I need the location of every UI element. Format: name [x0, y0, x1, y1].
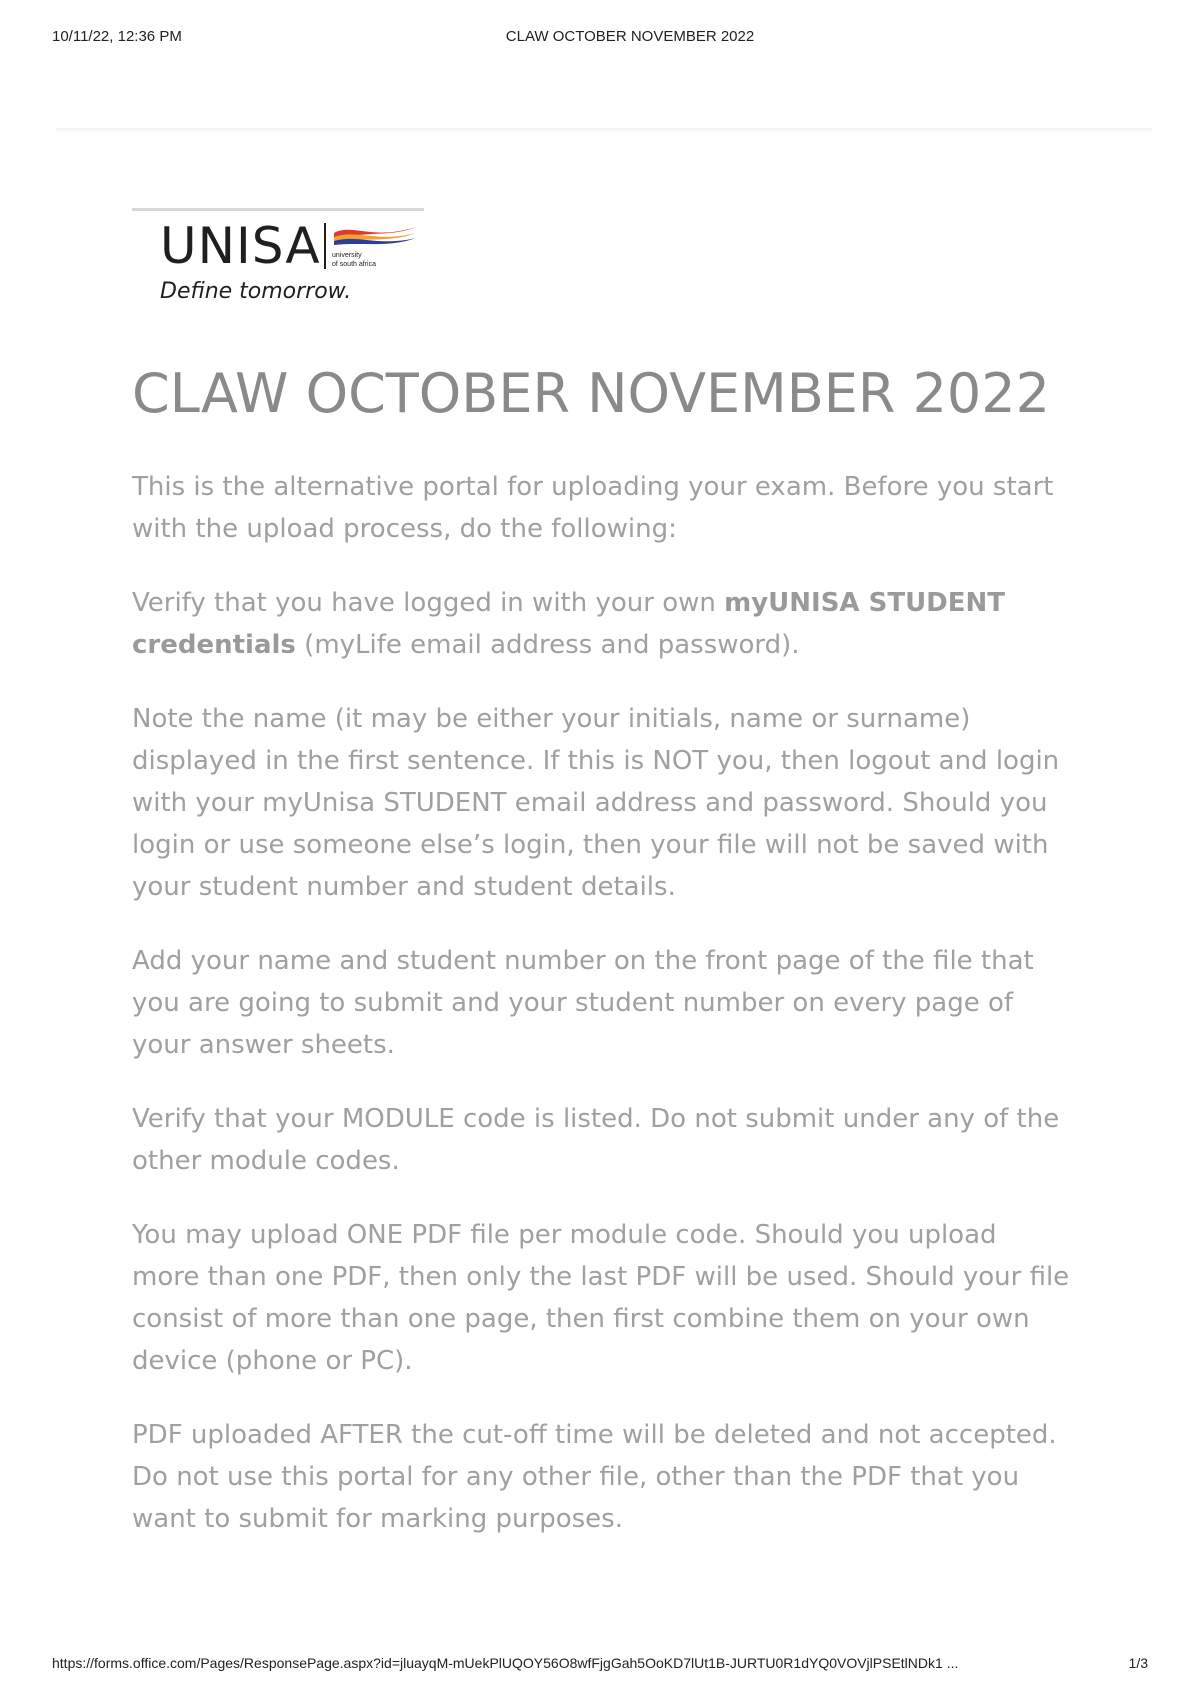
logo-wordmark: UNISA — [160, 217, 321, 275]
logo-subtitle-line2: of south africa — [332, 261, 376, 268]
verify-login-suffix: (myLife email address and password). — [295, 630, 800, 660]
verify-module-paragraph: Verify that your MODULE code is listed. Do not submit under any of the other module codes. — [132, 1104, 1060, 1176]
intro-paragraph: This is the alternative portal for uploading your exam. Before you start with the upload process, do the following: — [132, 472, 1054, 544]
verify-login-prefix: Verify that you have logged in with your own — [132, 588, 725, 618]
cutoff-rule-paragraph: PDF uploaded AFTER the cut-off time will be deleted and not accepted. Do not use this portal for any other file, other than the PDF that you want to submit for marking purposes. — [132, 1420, 1057, 1534]
page-number: 1/3 — [1128, 1655, 1148, 1671]
top-divider — [56, 128, 1152, 132]
verify-login-paragraph — [132, 582, 1072, 666]
logo-subtitle-line1: university — [332, 252, 362, 259]
add-name-paragraph: Add your name and student number on the front page of the file that you are going to submit and your student number on every page of your answer sheets. — [132, 946, 1034, 1060]
logo-tagline: Define tomorrow. — [160, 279, 352, 304]
unisa-logo — [132, 208, 424, 307]
print-header — [52, 28, 1148, 48]
form-title: CLAW OCTOBER NOVEMBER 2022 — [132, 362, 1050, 425]
print-footer — [52, 1655, 1148, 1675]
logo-divider — [324, 223, 326, 269]
upload-rule-paragraph: You may upload ONE PDF file per module code. Should you upload more than one PDF, then only the last PDF will be used. Should your file consist of more than one page, then first combine them on your own device (phone or PC). — [132, 1220, 1070, 1376]
verify-login-bold: myUNISA STUDENT credentials — [132, 588, 1006, 660]
note-name-paragraph: Note the name (it may be either your initials, name or surname) displayed in the first sentence. If this is NOT you, then logout and login with your myUnisa STUDENT email address and password. Should you login or use someone else’s login, then your file will not be saved with your student number and student details. — [132, 704, 1060, 902]
print-document-title: CLAW OCTOBER NOVEMBER 2022 — [505, 28, 755, 45]
logo-subtitle — [332, 251, 376, 269]
print-datetime: 10/11/22, 12:36 PM — [52, 28, 182, 45]
flag-swoosh-icon — [332, 221, 418, 249]
form-description — [132, 466, 1072, 1572]
print-url: https://forms.office.com/Pages/ResponsePage.aspx?id=jluayqM-mUekPlUQOY56O8wfFjgGah5OoKD7lUt1B-JURTU0R1dYQ0VOVjlPSEtlNDk1 ... — [52, 1655, 959, 1671]
